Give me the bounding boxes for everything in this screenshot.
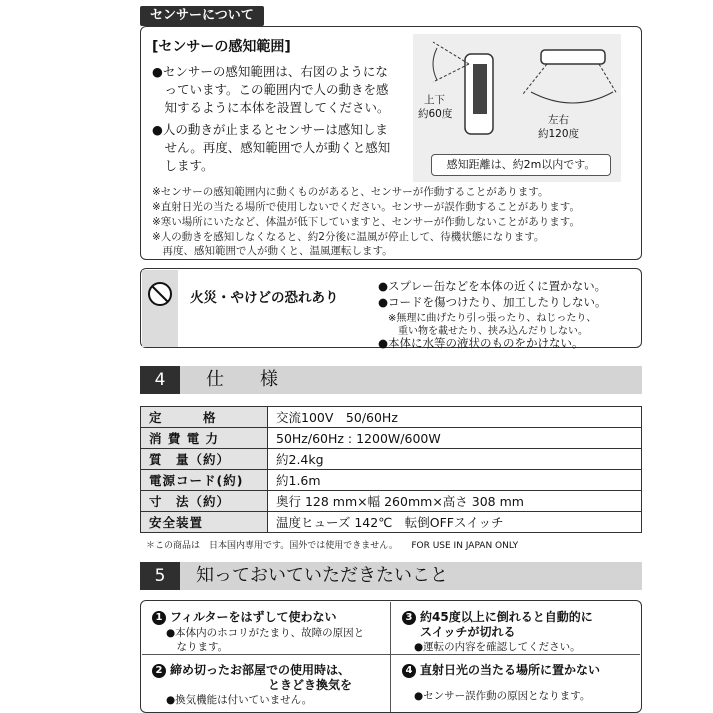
horizontal-angle-value: 約120度: [538, 128, 580, 140]
table-row: [141, 491, 642, 512]
vertical-angle-label: 上下: [424, 94, 445, 106]
number-badge: 4: [402, 664, 416, 678]
info-item-1-note: ●本体内のホコリがたまり、故障の原因と: [166, 627, 365, 639]
spec-value: 50Hz/60Hz : 1200W/600W: [268, 428, 642, 449]
spec-key: 安全装置: [141, 512, 268, 533]
sensor-line: ●人の動きが止まるとセンサーは感知しま: [152, 122, 388, 137]
warning-line: ※無理に曲げたり引っ張ったり、ねじったり、: [378, 313, 597, 324]
warning-line: ●コードを傷つけたり、加工したりしない。: [378, 295, 607, 309]
table-row: [141, 428, 642, 449]
sensor-note: ※直射日光の当たる場所で使用しないでください。センサーが誤作動することがあります。: [152, 201, 580, 213]
sensor-line: 知するように本体を設置してください。: [152, 100, 390, 115]
table-row: [141, 449, 642, 470]
warning-line: ●本体に水等の液状のものをかけない。: [378, 336, 584, 350]
info-item-3-heading-cont: スイッチが切れる: [420, 625, 516, 639]
info-item-heading-text: 直射日光の当たる場所に置かない: [420, 663, 601, 677]
section-tag-sensor: センサーについて: [140, 6, 264, 26]
spec-value: 約1.6m: [268, 470, 642, 491]
number-badge: 2: [152, 664, 166, 678]
table-row: [141, 470, 642, 491]
spec-value: 交流100V 50/60Hz: [268, 407, 642, 428]
number-badge: 3: [402, 611, 416, 625]
vertical-angle-value: 約60度: [418, 108, 453, 120]
info-item-3-note: ●運転の内容を確認してください。: [414, 641, 581, 653]
spec-key: 定 格: [141, 407, 268, 428]
divider: [142, 654, 640, 655]
number-badge: 1: [152, 611, 166, 625]
table-row: [141, 512, 642, 533]
warning-line: 重い物を載せたり、挟み込んだりしない。: [378, 326, 588, 337]
spec-key: 寸 法（約）: [141, 491, 268, 512]
info-item-4-note: ●センサー誤作動の原因となります。: [414, 690, 591, 702]
sensor-note: 再度、感知範囲で人が動くと、温風運転します。: [152, 245, 393, 257]
section-5-number: 5: [140, 562, 180, 590]
info-item-2-heading-cont: ときどき換気を: [268, 678, 353, 692]
warning-icon-panel: [142, 270, 178, 347]
horizontal-angle-label: 左右: [548, 114, 569, 126]
section-4-number: 4: [140, 366, 180, 394]
info-item-4-heading: [402, 661, 600, 678]
spec-value: 約2.4kg: [268, 449, 642, 470]
sensor-note: ※寒い場所にいたなど、体温が低下していますと、センサーが作動しないことがあります。: [152, 216, 580, 228]
spec-table: [140, 406, 642, 533]
section-5-title: 知っておいていただきたいこと: [196, 565, 448, 586]
sensor-line: っています。この範囲内で人の動きを感: [152, 82, 389, 97]
sensor-line: ●センサーの感知範囲は、右図のようにな: [152, 64, 388, 79]
warning-line: ●スプレー缶などを本体の近くに置かない。: [378, 279, 607, 293]
sensor-range-title: [センサーの感知範囲]: [152, 39, 291, 55]
domestic-use-footnote: ＊この商品は 日本国内専用です。国外では使用できません。 FOR USE IN JAPAN ONLY: [146, 541, 519, 551]
info-item-heading-text: フィルターをはずして使わない: [170, 610, 337, 624]
sensor-note: ※センサーの感知範囲内に動くものがあると、センサーが作動することがあります。: [152, 186, 549, 198]
spec-value: 温度ヒューズ 142℃ 転倒OFFスイッチ: [268, 512, 642, 533]
prohibition-icon: [142, 276, 178, 312]
section-4-title: 仕 様: [206, 369, 278, 390]
info-item-heading-text: 約45度以上に倒れると自動的に: [420, 610, 593, 624]
info-item-1-heading: [152, 608, 337, 625]
info-item-2-note: ●換気機能は付いていません。: [166, 694, 313, 706]
sensor-note: ※人の動きを感知しなくなると、約2分後に温風が停止して、待機状態になります。: [152, 231, 545, 243]
detection-range-note: 感知距離は、約2m以内です。: [431, 154, 611, 176]
info-item-1-note: なります。: [166, 641, 229, 653]
spec-key: 質 量（約）: [141, 449, 268, 470]
spec-key: 電源コード(約): [141, 470, 268, 491]
table-row: [141, 407, 642, 428]
sensor-line: せん。再度、感知範囲で人が動くと感知: [152, 140, 391, 155]
spec-key: 消 費 電 力: [141, 428, 268, 449]
spec-value: 奥行 128 mm×幅 260mm×高さ 308 mm: [268, 491, 642, 512]
sensor-line: します。: [152, 158, 214, 173]
divider: [390, 602, 391, 712]
info-item-heading-text: 締め切ったお部屋での使用時は、: [170, 663, 351, 677]
warning-title: 火災・やけどの恐れあり: [190, 290, 339, 306]
